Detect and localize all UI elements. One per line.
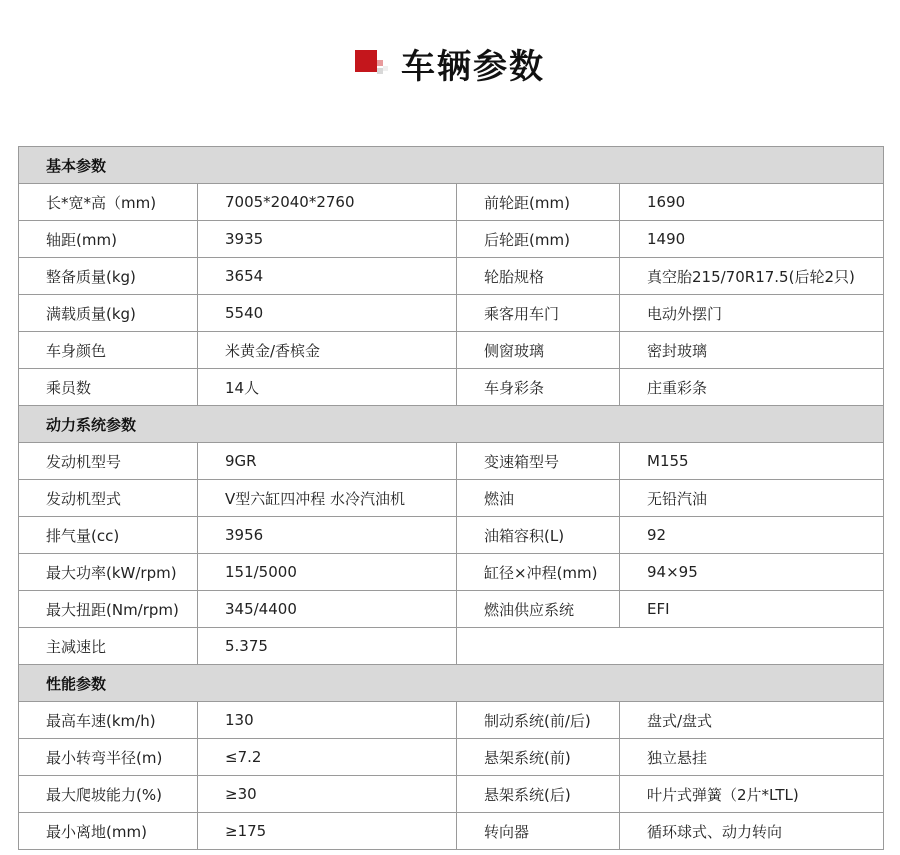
table-row <box>19 258 884 295</box>
param-label: 轴距(mm) <box>19 221 198 258</box>
param-value: 1690 <box>620 184 884 221</box>
param-value: EFI <box>620 591 884 628</box>
param-label: 变速箱型号 <box>457 443 620 480</box>
table-row <box>19 813 884 850</box>
red-square-main <box>355 50 377 72</box>
vehicle-spec-table <box>18 146 884 850</box>
param-label: 侧窗玻璃 <box>457 332 620 369</box>
param-label: 悬架系统(前) <box>457 739 620 776</box>
param-label: 燃油供应系统 <box>457 591 620 628</box>
param-value: 盘式/盘式 <box>620 702 884 739</box>
param-label: 悬架系统(后) <box>457 776 620 813</box>
param-label: 发动机型式 <box>19 480 198 517</box>
param-label: 燃油 <box>457 480 620 517</box>
table-row <box>19 628 884 665</box>
page-title: 车辆参数 <box>401 46 545 87</box>
light-square-pixel <box>383 66 388 71</box>
param-value: ≥175 <box>198 813 457 850</box>
section-header: 性能参数 <box>19 665 884 702</box>
param-label: 排气量(cc) <box>19 517 198 554</box>
param-value: 7005*2040*2760 <box>198 184 457 221</box>
param-label: 后轮距(mm) <box>457 221 620 258</box>
param-value: 独立悬挂 <box>620 739 884 776</box>
param-value: 电动外摆门 <box>620 295 884 332</box>
param-label: 最大扭距(Nm/rpm) <box>19 591 198 628</box>
section-header-row <box>19 406 884 443</box>
table-row <box>19 480 884 517</box>
param-label: 最高车速(km/h) <box>19 702 198 739</box>
param-value: 1490 <box>620 221 884 258</box>
param-value: 米黄金/香槟金 <box>198 332 457 369</box>
table-row <box>19 517 884 554</box>
page-header <box>0 38 900 88</box>
param-label: 长*宽*高（mm) <box>19 184 198 221</box>
param-value: 3654 <box>198 258 457 295</box>
param-label: 最大爬坡能力(%) <box>19 776 198 813</box>
param-label: 转向器 <box>457 813 620 850</box>
param-label: 车身彩条 <box>457 369 620 406</box>
param-value: 130 <box>198 702 457 739</box>
table-row <box>19 184 884 221</box>
param-value: 14人 <box>198 369 457 406</box>
table-row <box>19 369 884 406</box>
param-value: 151/5000 <box>198 554 457 591</box>
section-header: 动力系统参数 <box>19 406 884 443</box>
param-label: 油箱容积(L) <box>457 517 620 554</box>
table-row <box>19 554 884 591</box>
param-label: 车身颜色 <box>19 332 198 369</box>
param-label: 满载质量(kg) <box>19 295 198 332</box>
red-square-icon <box>355 48 389 78</box>
table-row <box>19 443 884 480</box>
table-row <box>19 591 884 628</box>
param-label: 最大功率(kW/rpm) <box>19 554 198 591</box>
table-row <box>19 221 884 258</box>
param-value: 3956 <box>198 517 457 554</box>
param-label: 前轮距(mm) <box>457 184 620 221</box>
param-value: 无铅汽油 <box>620 480 884 517</box>
param-label: 轮胎规格 <box>457 258 620 295</box>
table-row <box>19 332 884 369</box>
param-value: 庄重彩条 <box>620 369 884 406</box>
param-value: 5540 <box>198 295 457 332</box>
param-value: 345/4400 <box>198 591 457 628</box>
param-label: 最小离地(mm) <box>19 813 198 850</box>
section-header-row <box>19 665 884 702</box>
param-value: 94×95 <box>620 554 884 591</box>
param-value: 9GR <box>198 443 457 480</box>
section-header: 基本参数 <box>19 147 884 184</box>
param-label: 发动机型号 <box>19 443 198 480</box>
param-label: 主减速比 <box>19 628 198 665</box>
param-value: 叶片式弹簧（2片*LTL) <box>620 776 884 813</box>
section-header-row <box>19 147 884 184</box>
param-label: 乘客用车门 <box>457 295 620 332</box>
table-row <box>19 776 884 813</box>
param-value: 真空胎215/70R17.5(后轮2只) <box>620 258 884 295</box>
param-value: M155 <box>620 443 884 480</box>
table-row <box>19 295 884 332</box>
param-label: 缸径×冲程(mm) <box>457 554 620 591</box>
table-row <box>19 702 884 739</box>
param-value: V型六缸四冲程 水冷汽油机 <box>198 480 457 517</box>
page-header-inner <box>355 38 545 88</box>
param-value: 92 <box>620 517 884 554</box>
param-label: 制动系统(前/后) <box>457 702 620 739</box>
param-label: 乘员数 <box>19 369 198 406</box>
param-value: ≥30 <box>198 776 457 813</box>
param-value: 3935 <box>198 221 457 258</box>
param-value: 密封玻璃 <box>620 332 884 369</box>
param-label: 整备质量(kg) <box>19 258 198 295</box>
param-value: ≤7.2 <box>198 739 457 776</box>
param-value: 循环球式、动力转向 <box>620 813 884 850</box>
param-value: 5.375 <box>198 628 457 665</box>
empty-cell <box>457 628 884 665</box>
table-row <box>19 739 884 776</box>
param-label: 最小转弯半径(m) <box>19 739 198 776</box>
